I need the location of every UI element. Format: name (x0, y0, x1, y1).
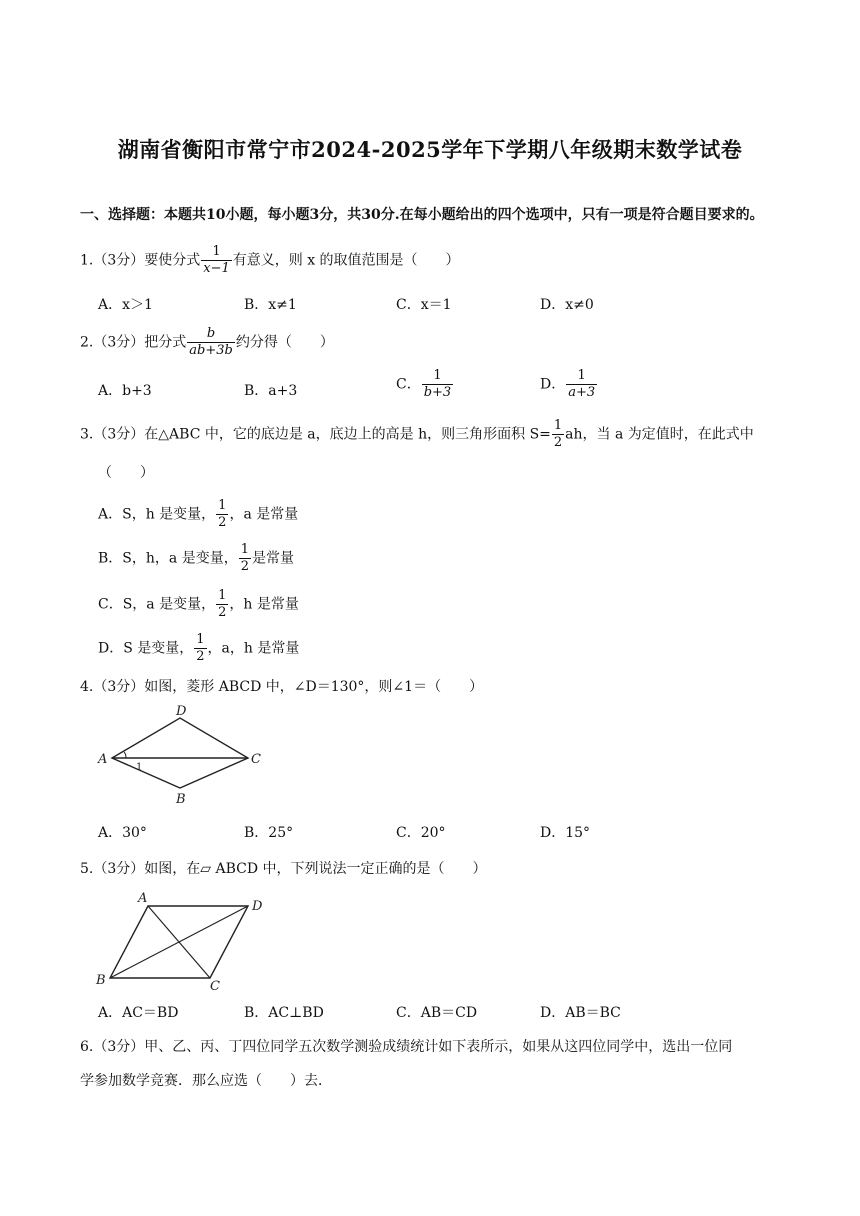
angle-1-arc (124, 752, 126, 758)
question-6-line-2: 学参加数学竞赛．那么应选（ ）去． (80, 1073, 332, 1089)
q3-answer-parens: （ ） (98, 465, 154, 481)
q3-option-d-fraction: $\frac{1}{2}$ (196, 632, 205, 664)
vertex-c-label: C (251, 752, 261, 767)
diagonal-bd (110, 906, 248, 978)
vertex-d-label: D (176, 704, 187, 719)
q1-option-a: A．x＞1 (98, 297, 153, 313)
q3-option-b: B．S，h，a 是变量， $\frac{1}{2}$ 是常量 (98, 542, 294, 574)
question-3: 3.（3分）在△ABC 中，它的底边是 a，底边上的高是 h，则三角形面积 S= $\frac{1}{2}$ ah，当 a 为定值时，在此式中 (80, 418, 754, 450)
question-4: 4.（3分）如图，菱形 ABCD 中，∠D＝130°，则∠1＝（ ） (80, 679, 484, 695)
exam-title: 湖南省衡阳市常宁市2024-2025学年下学期八年级期末数学试卷 (117, 137, 743, 162)
q1-option-c: C．x＝1 (396, 297, 452, 313)
question-1 (80, 244, 800, 277)
q2-option-d: D． $\frac{1}{a+3}$ (540, 368, 596, 400)
vertex-c-label: C (210, 979, 220, 992)
q5-option-d: D．AB＝BC (540, 1005, 621, 1021)
q2-option-b: B．a+3 (244, 383, 298, 399)
q5-option-b: B．AC⊥BD (244, 1005, 324, 1021)
q2-option-c-fraction: $\frac{1}{b+3}$ (423, 368, 452, 400)
q4-option-c: C．20° (396, 825, 446, 841)
parallelogram-figure (92, 888, 272, 992)
q5-option-a: A．AC＝BD (98, 1005, 179, 1021)
q2-fraction: $\frac{b}{ab+3b}$ (189, 326, 233, 358)
question-6-line-1: 6.（3分）甲、乙、丙、丁四位同学五次数学测验成绩统计如下表所示，如果从这四位同学中，选出一位同 (80, 1039, 733, 1055)
rhombus-outline (112, 718, 248, 788)
vertex-a-label: A (138, 891, 148, 906)
angle-1-label: 1 (136, 762, 143, 773)
vertex-d-label: D (252, 899, 263, 914)
q5-option-c: C．AB＝CD (396, 1005, 478, 1021)
q3-option-c-fraction: $\frac{1}{2}$ (218, 588, 227, 620)
vertex-b-label: B (176, 792, 186, 807)
q2-prefix: 2.（3分）把分式 (80, 334, 187, 351)
rhombus-figure (92, 704, 272, 808)
section-heading: 一、选择题：本题共10小题，每小题3分，共30分.在每小题给出的四个选项中，只有一项是符合题目要求的。 (80, 207, 764, 223)
question-2 (80, 326, 800, 359)
q3-option-a-fraction: $\frac{1}{2}$ (218, 498, 227, 530)
q3-option-a: A．S，h 是变量， $\frac{1}{2}$ ，a 是常量 (98, 498, 299, 530)
q2-option-a: A．b+3 (98, 383, 152, 399)
q3-option-c: C．S，a 是变量， $\frac{1}{2}$ ，h 是常量 (98, 588, 299, 620)
q2-option-d-fraction: $\frac{1}{a+3}$ (568, 368, 596, 400)
q3-option-b-fraction: $\frac{1}{2}$ (240, 542, 249, 574)
q4-option-b: B．25° (244, 825, 294, 841)
q3-option-d: D．S 是变量， $\frac{1}{2}$ ，a，h 是常量 (98, 632, 300, 664)
q4-option-d: D．15° (540, 825, 591, 841)
q1-option-b: B．x≠1 (244, 297, 297, 313)
q2-suffix: 约分得（ ） (235, 334, 334, 351)
q4-option-a: A．30° (98, 825, 147, 841)
q1-fraction: $\frac{1}{x-1}$ (203, 244, 230, 276)
q1-prefix: 1.（3分）要使分式 (80, 252, 201, 269)
q3-half-fraction: $\frac{1}{2}$ (553, 418, 563, 450)
vertex-b-label: B (96, 973, 106, 988)
q2-option-c: C． $\frac{1}{b+3}$ (396, 368, 452, 400)
q1-option-d: D．x≠0 (540, 297, 594, 313)
q1-suffix: 有意义，则 x 的取值范围是（ ） (232, 252, 460, 269)
question-5: 5.（3分）如图，在▱ ABCD 中，下列说法一定正确的是（ ） (80, 861, 487, 877)
vertex-a-label: A (98, 752, 108, 767)
